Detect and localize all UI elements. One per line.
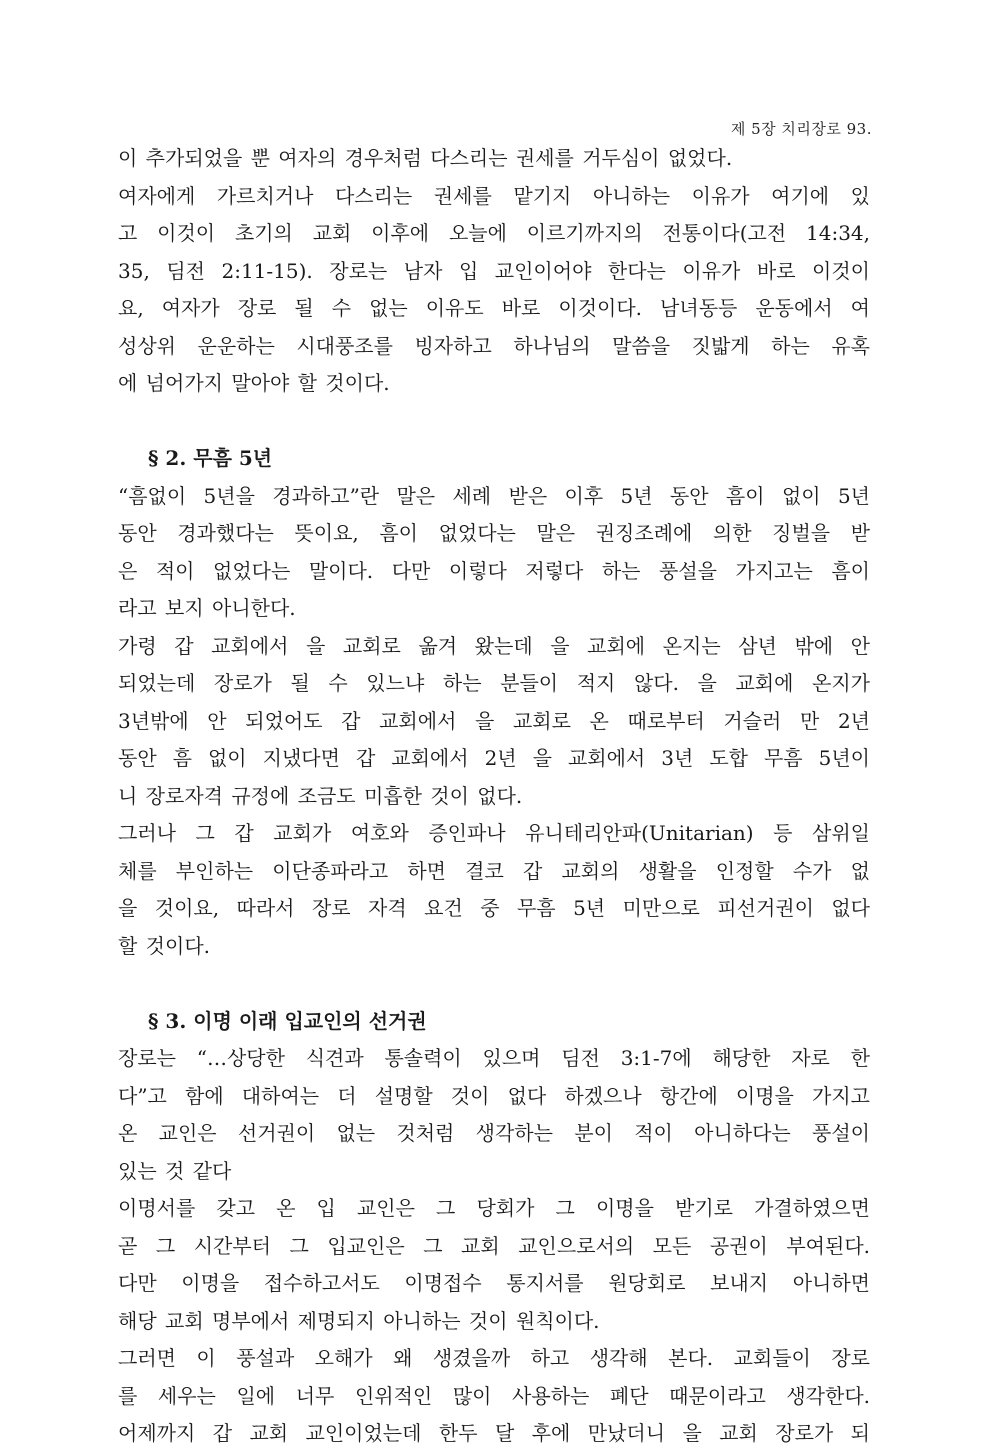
text-line: 에 넘어가지 말아야 할 것이다.: [118, 371, 390, 395]
text-line: 가령 갑 교회에서 을 교회로 옮겨 왔는데 을 교회에 온지는 삼년 밖에 안: [118, 633, 870, 658]
page-body: [118, 140, 870, 1453]
text-line: 동안 흠 없이 지냈다면 갑 교회에서 2년 을 교회에서 3년 도합 무흠 5년이: [118, 746, 870, 770]
text-line: 이 추가되었을 뿐 여자의 경우처럼 다스리는 권세를 거두심이 없었다.: [118, 146, 733, 170]
text-line: 여자에게 가르치거나 다스리는 권세를 맡기지 아니하는 이유가 여기에 있: [118, 183, 870, 208]
text-line: 그러나 그 갑 교회가 여호와 증인파나 유니테리안파(Unitarian) 등 삼위일: [118, 821, 870, 845]
text-line: 라고 보지 아니한다.: [118, 596, 296, 620]
text-line: 3년밖에 안 되었어도 갑 교회에서 을 교회로 온 때로부터 거슬러 만 2년: [118, 708, 870, 733]
text-line: 요, 여자가 장로 될 수 없는 이유도 바로 이것이다. 남녀동등 운동에서 여: [118, 296, 870, 320]
text-line: 있는 것 같다: [118, 1158, 232, 1183]
text-line: 해당 교회 명부에서 제명되지 아니하는 것이 원칙이다.: [118, 1308, 600, 1333]
text-line: 장로는 “…상당한 식견과 통솔력이 있으며 딤전 3:1-7에 해당한 자로 한: [118, 1046, 870, 1070]
text-line: 곧 그 시간부터 그 입교인은 그 교회 교인으로서의 모든 공권이 부여된다.: [118, 1233, 870, 1258]
section-gap: [118, 965, 870, 1003]
text-line: 다만 이명을 접수하고서도 이명접수 통지서를 원당회로 보내지 아니하면: [118, 1271, 870, 1295]
section-heading: § 2. 무흠 5년: [148, 446, 273, 470]
text-line: 성상위 운운하는 시대풍조를 빙자하고 하나님의 말씀을 짓밟게 하는 유혹: [118, 333, 870, 358]
text-line: 동안 경과했다는 뜻이요, 흠이 없었다는 말은 권징조례에 의한 징벌을 받: [118, 521, 870, 545]
text-line: “흠없이 5년을 경과하고”란 말은 세례 받은 이후 5년 동안 흠이 없이 5년: [118, 483, 870, 508]
text-line: 다”고 함에 대하여는 더 설명할 것이 없다 하겠으나 항간에 이명을 가지고: [118, 1083, 870, 1108]
text-line: 온 교인은 선거권이 없는 것처럼 생각하는 분이 적이 아니하다는 풍설이: [118, 1121, 870, 1145]
text-line: 니 장로자격 규정에 조금도 미흡한 것이 없다.: [118, 783, 523, 808]
section-heading: § 3. 이명 이래 입교인의 선거권: [148, 1008, 427, 1033]
text-line: 를 세우는 일에 너무 인위적인 많이 사용하는 폐단 때문이라고 생각한다.: [118, 1383, 870, 1408]
section-gap: [118, 403, 870, 441]
text-line: 되었는데 장로가 될 수 있느냐 하는 분들이 적지 않다. 을 교회에 온지가: [118, 671, 870, 695]
text-line: 은 적이 없었다는 말이다. 다만 이렇다 저렇다 하는 풍설을 가지고는 흠이: [118, 558, 870, 583]
text-line: 35, 딤전 2:11-15). 장로는 남자 입 교인이어야 한다는 이유가 바로 이것이: [118, 258, 870, 283]
text-line: 어제까지 갑 교회 교인이었는데 한두 달 후에 만났더니 을 교회 장로가 되: [118, 1421, 870, 1445]
text-line: 그러면 이 풍설과 오해가 왜 생겼을까 하고 생각해 본다. 교회들이 장로: [118, 1346, 870, 1370]
text-line: 을 것이요, 따라서 장로 자격 요건 중 무흠 5년 미만으로 피선거권이 없다: [118, 896, 870, 920]
text-line: 체를 부인하는 이단종파라고 하면 결코 갑 교회의 생활을 인정할 수가 없: [118, 858, 870, 883]
running-head: 제 5장 치리장로 93.: [730, 120, 872, 138]
text-line: 고 이것이 초기의 교회 이후에 오늘에 이르기까지의 전통이다(고전 14:34,: [118, 221, 870, 245]
text-line: 할 것이다.: [118, 933, 210, 958]
text-line: 이명서를 갖고 온 입 교인은 그 당회가 그 이명을 받기로 가결하였으면: [118, 1196, 870, 1220]
